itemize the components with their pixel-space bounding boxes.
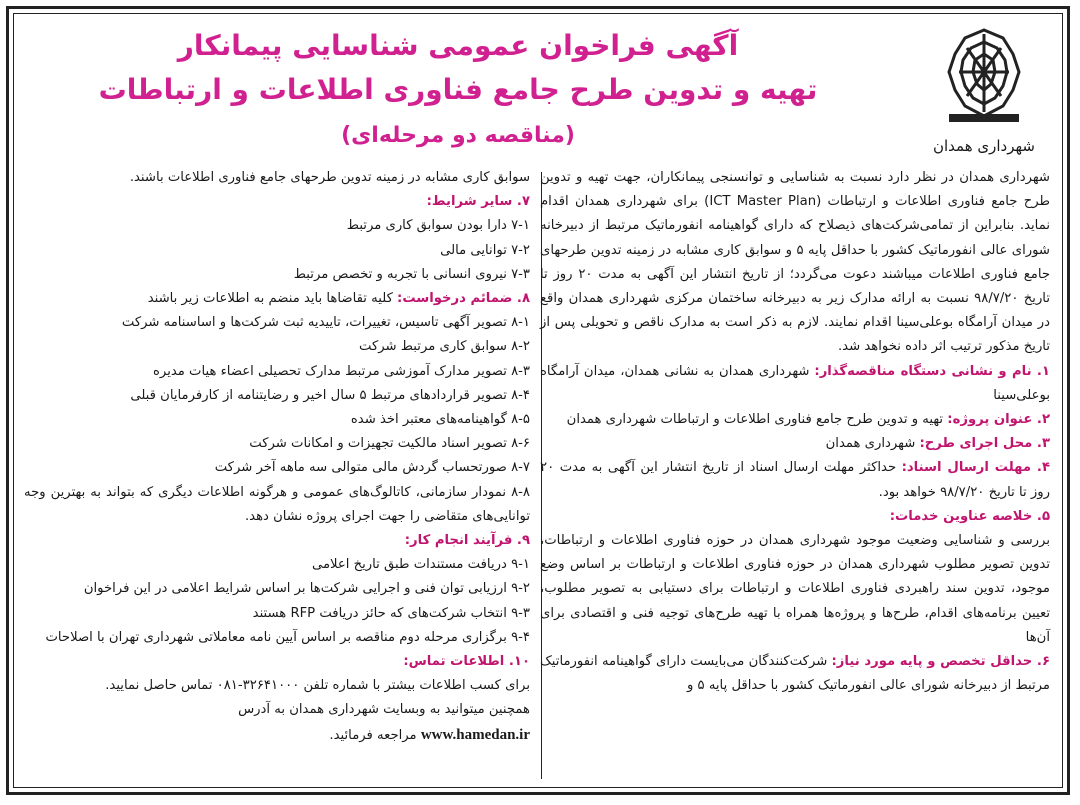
section-3-heading: ۳. محل اجرای طرح: <box>919 436 1050 452</box>
hamedan-municipality-logo-icon <box>929 24 1039 129</box>
section-2-heading: ۲. عنوان پروژه: <box>947 412 1050 428</box>
section-3-body: شهرداری همدان <box>825 436 920 452</box>
list-item: ۹-۲ ارزیابی توان فنی و اجرایی شرکت‌ها بر اساس شرایط اعلامی در این فراخوان <box>83 581 530 597</box>
section-6-heading: ۶. حداقل تخصص و پایه مورد نیاز: <box>831 654 1051 670</box>
section-8 <box>24 287 530 311</box>
section-7-heading: ۷. سایر شرایط: <box>426 194 530 210</box>
section-2-body: تهیه و تدوین طرح جامع فناوری اطلاعات و ارتباطات شهرداری همدان <box>566 412 948 428</box>
list-item: ۸-۵ گواهینامه‌های معتبر اخذ شده <box>350 412 530 428</box>
header <box>14 14 1062 164</box>
list-item: ۹-۳ انتخاب شرکت‌های که حائز دریافت RFP هستند <box>252 605 530 621</box>
body-columns <box>14 166 1062 787</box>
subtitle: (مناقصه دو مرحله‌ای) <box>341 123 575 148</box>
list-item: ۷-۲ توانایی مالی <box>440 242 530 258</box>
advertisement-inner-border <box>13 13 1063 788</box>
list-item: ۸-۱ تصویر آگهی تاسیس، تغییرات، تاییدیه ثبت شرکت‌ها و اساسنامه شرکت <box>121 315 530 331</box>
contact-phone-line: برای کسب اطلاعات بیشتر با شماره تلفن ۳۲۶۴۱۰۰۰-۰۸۱ تماس حاصل نمایید. <box>105 678 530 694</box>
list-item: ۸-۸ نمودار سازمانی، کاتالوگ‌های عمومی و هرگونه اطلاعات دیگری که بتواند به بهترین وجه توانایی‌های متقاضی را جهت اجرای پروژه نشان دهد. <box>24 484 530 524</box>
intro-paragraph: شهرداری همدان در نظر دارد نسبت به شناسایی و توانسنجی پیمانکاران، جهت تهیه و تدوین طرح جامع فناوری اطلاعات و ارتباطات (ICT Master Plan) برای شهرداری همدان اقدام نماید. بنابراین از تمامی‌شرکت‌های ذیصلاح که دارای گواهینامه انفورماتیک مرتبط از دبیرخانه شورای عالی انفورماتیک کشور با حداقل پایه ۵ و سوابق کاری مشابه در زمینه تدوین طرحهای جامع فناوری اطلاعات میباشند دعوت می‌گردد؛ از تاریخ انتشار این آگهی به مدت ۲۰ روز تا تاریخ ۹۸/۷/۲۰ نسبت به ارائه مدارک زیر به دبیرخانه ساختمان مرکزی شهرداری همدان واقع در میدان آرامگاه بوعلی‌سینا اقدام نمایند. لازم به ذکر است به مدارک ناقص و تحویلی پس از تاریخ مذکور ترتیب اثر داده نخواهد شد. <box>540 170 1050 355</box>
section-8-heading: ۸. ضمائم درخواست: <box>397 291 530 307</box>
website-link[interactable]: www.hamedan.ir <box>420 726 530 743</box>
municipality-logo <box>914 24 1054 155</box>
section-3 <box>540 432 1050 456</box>
logo-caption: شهرداری همدان <box>933 137 1035 155</box>
section-4-body: حداکثر مهلت ارسال اسناد از تاریخ انتشار این آگهی به مدت ۲۰ روز تا تاریخ ۹۸/۷/۲۰ خواهد بود. <box>540 460 1050 500</box>
right-column <box>540 166 1050 787</box>
list-item: ۹-۱ دریافت مستندات طبق تاریخ اعلامی <box>311 557 530 573</box>
contact-website-row <box>24 723 530 748</box>
section-1 <box>540 360 1050 408</box>
section-5-heading: ۵. خلاصه عناوین خدمات: <box>889 508 1050 524</box>
list-item: ۸-۷ صورتحساب گردش مالی متوالی سه ماهه آخر شرکت <box>214 460 530 476</box>
section-1-body: شهرداری همدان به نشانی همدان، میدان آرامگاه بوعلی‌سینا <box>540 363 1050 403</box>
left-column <box>24 166 530 787</box>
section-2 <box>540 408 1050 432</box>
list-item: ۸-۴ تصویر قراردادهای مرتبط ۵ سال اخیر و رضایتنامه از کارفرمایان قبلی <box>130 387 530 403</box>
list-item: ۸-۶ تصویر اسناد مالکیت تجهیزات و امکانات شرکت <box>249 436 530 452</box>
contact-website-line: همچنین میتوانید به وبسایت شهرداری همدان به آدرس <box>238 702 530 718</box>
section-6-body: شرکت‌کنندگان می‌بایست دارای گواهینامه انفورماتیک مرتبط از دبیرخانه شورای عالی انفورماتیک کشور با حداقل پایه ۵ و <box>540 654 1050 694</box>
section-4 <box>540 456 1050 504</box>
section-9-heading: ۹. فرآیند انجام کار: <box>404 533 530 549</box>
title-line-1: آگهی فراخوان عمومی شناسایی پیمانکار <box>177 29 739 62</box>
list-item: ۷-۱ دارا بودن سوابق کاری مرتبط <box>346 218 530 234</box>
list-item: ۸-۲ سوابق کاری مرتبط شرکت <box>359 339 530 355</box>
section-5-body: بررسی و شناسایی وضعیت موجود شهرداری همدان در حوزه فناوری اطلاعات و ارتباطات، تدوین تصویر مطلوب شهرداری همدان در حوزه فناوری اطلاعات و ارتباطات بر اساس وضع موجود، تدوین سند راهبردی فناوری اطلاعات و ارتباطات برای دستیابی به تصویر مطلوب، تعیین برنامه‌های اقدام، طرح‌ها و پروژه‌ها همراه با تهیه طرح‌های توجیه فنی و اقتصادی برای آن‌ها <box>540 533 1050 645</box>
section-10-heading: ۱۰. اطلاعات تماس: <box>403 654 530 670</box>
list-item: ۹-۴ برگزاری مرحله دوم مناقصه بر اساس آیین نامه معاملاتی شهرداری تهران با اصلاحات <box>45 629 530 645</box>
title-block <box>24 24 892 156</box>
section-1-heading: ۱. نام و نشانی دستگاه مناقصه‌گذار: <box>814 363 1050 379</box>
section-6 <box>540 650 1050 698</box>
continuation-text: سوابق کاری مشابه در زمینه تدوین طرحهای جامع فناوری اطلاعات باشند. <box>129 170 530 185</box>
list-item: ۷-۳ نیروی انسانی با تجربه و تخصص مرتبط <box>293 266 530 282</box>
advertisement-frame <box>6 6 1070 795</box>
section-8-intro: کلیه تقاضاها باید منضم به اطلاعات زیر باشند <box>147 291 398 307</box>
list-item: ۸-۳ تصویر مدارک آموزشی مرتبط مدارک تحصیلی اعضاء هیات مدیره <box>153 363 530 379</box>
section-5 <box>540 505 1050 529</box>
section-4-heading: ۴. مهلت ارسال اسناد: <box>901 460 1050 476</box>
contact-closing: مراجعه فرمائید. <box>329 727 421 743</box>
title-line-2: تهیه و تدوین طرح جامع فناوری اطلاعات و ارتباطات <box>98 73 818 106</box>
